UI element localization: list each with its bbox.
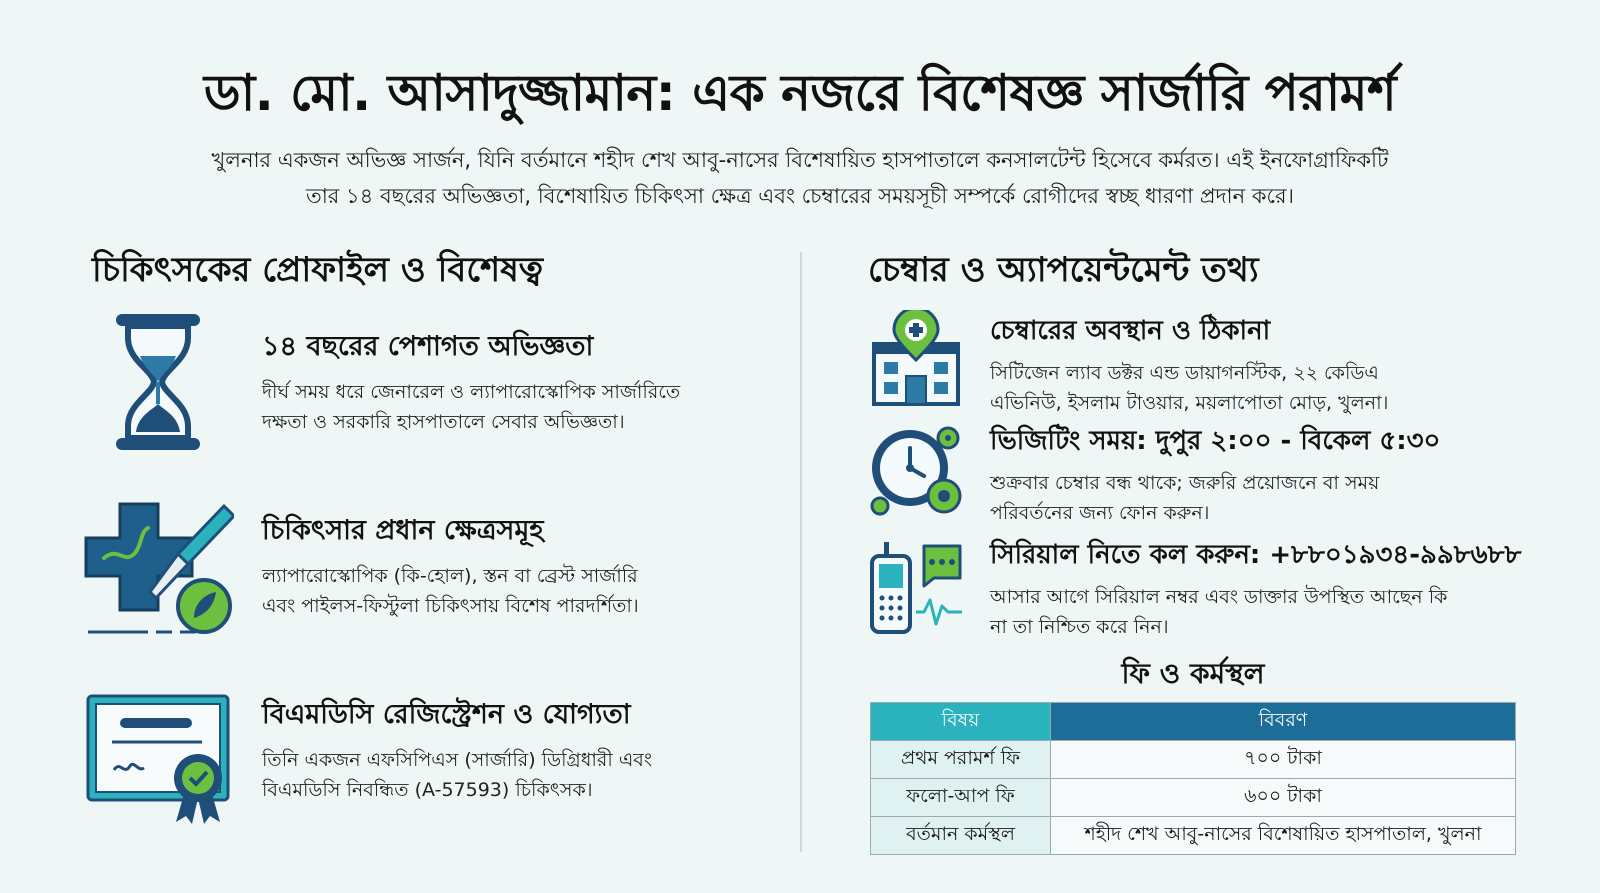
chamber-location-text-line-2: এভিনিউ, ইসলাম টাওয়ার, ময়লাপোতা মোড়, খুলনা। <box>990 392 1389 414</box>
bmdc-text-line-2: বিএমডিসি নিবন্ধিত (A-57593) চিকিৎসক। <box>262 779 593 801</box>
serial-call-item <box>990 534 1550 642</box>
column-divider <box>800 252 802 852</box>
experience-text-line-1: দীর্ঘ সময় ধরে জেনারেল ও ল্যাপারোস্কোপিক সার্জারিতে <box>262 381 681 403</box>
hourglass-icon <box>108 312 208 452</box>
serial-call-text <box>990 582 1550 642</box>
fee-row-subject: বর্তমান কর্মস্থল <box>871 817 1051 855</box>
fee-table-header-row <box>871 703 1516 741</box>
hospital-location-icon <box>870 310 962 406</box>
experience-item <box>262 326 762 437</box>
table-row <box>871 817 1516 855</box>
table-row <box>871 741 1516 779</box>
phone-chat-icon <box>868 540 964 636</box>
visiting-hours-text <box>990 468 1550 528</box>
treatment-areas-text <box>262 561 762 621</box>
chamber-location-text <box>990 358 1550 418</box>
visiting-hours-text-line-2: পরিবর্তনের জন্য ফোন করুন। <box>990 502 1210 524</box>
experience-text-line-2: দক্ষতা ও সরকারি হাসপাতালে সেবার অভিজ্ঞতা। <box>262 411 625 433</box>
bmdc-text <box>262 745 762 805</box>
table-row <box>871 779 1516 817</box>
bmdc-item <box>262 694 762 805</box>
fee-row-detail: ৬০০ টাকা <box>1051 779 1516 817</box>
certificate-icon <box>86 694 236 826</box>
fee-table <box>870 702 1516 855</box>
chamber-location-heading: চেম্বারের অবস্থান ও ঠিকানা <box>990 316 1271 346</box>
experience-heading: ১৪ বছরের পেশাগত অভিজ্ঞতা <box>262 331 594 362</box>
fee-row-detail: শহীদ শেখ আবু-নাসের বিশেষায়িত হাসপাতাল, খুলনা <box>1051 817 1516 855</box>
treatment-areas-item <box>262 510 762 621</box>
bmdc-text-line-1: তিনি একজন এফসিপিএস (সার্জারি) ডিগ্রিধারী এবং <box>262 749 653 771</box>
serial-call-text-line-1: আসার আগে সিরিয়াল নম্বর এবং ডাক্তার উপস্থিত আছেন কি <box>990 586 1448 608</box>
treatment-areas-text-line-1: ল্যাপারোস্কোপিক (কি-হোল), স্তন বা ব্রেস্ট সার্জারি <box>262 565 638 587</box>
treatment-areas-text-line-2: এবং পাইলস-ফিস্টুলা চিকিৎসায় বিশেষ পারদর্শিতা। <box>262 595 639 617</box>
fee-row-subject: ফলো-আপ ফি <box>871 779 1051 817</box>
profile-section-title: চিকিৎসকের প্রোফাইল ও বিশেষত্ব <box>92 250 544 290</box>
fee-header-detail: বিবরণ <box>1051 703 1516 741</box>
page-title: ডা. মো. আসাদুজ্জামান: এক নজরে বিশেষজ্ঞ সার্জারি পরামর্শ <box>203 64 1397 122</box>
chamber-location-text-line-1: সিটিজেন ল্যাব ডক্টর এন্ড ডায়াগনস্টিক, ২২ কেডিএ <box>990 362 1379 384</box>
clock-gears-icon <box>868 424 964 516</box>
fee-section-title: ফি ও কর্মস্থল <box>1121 657 1265 690</box>
chamber-section-title: চেম্বার ও অ্যাপয়েন্টমেন্ট তথ্য <box>868 250 1259 290</box>
page-subtitle <box>80 142 1520 214</box>
chamber-location-item <box>990 310 1550 418</box>
serial-call-heading: সিরিয়াল নিতে কল করুন: +৮৮০১৯৩৪-৯৯৮৬৮৮ <box>990 540 1522 570</box>
visiting-hours-item <box>990 420 1550 528</box>
fee-row-subject: প্রথম পরামর্শ ফি <box>871 741 1051 779</box>
visiting-hours-text-line-1: শুক্রবার চেম্বার বন্ধ থাকে; জরুরি প্রয়োজনে বা সময় <box>990 472 1380 494</box>
serial-call-text-line-2: না তা নিশ্চিত করে নিন। <box>990 616 1169 638</box>
subtitle-line-2: তার ১৪ বছরের অভিজ্ঞতা, বিশেষায়িত চিকিৎসা ক্ষেত্র এবং চেম্বারের সময়সূচী সম্পর্কে রোগীদের স্বচ্ছ ধারণা প্রদান করে। <box>305 184 1295 208</box>
medical-cross-scalpel-icon <box>84 502 234 640</box>
fee-header-subject: বিষয় <box>871 703 1051 741</box>
experience-text <box>262 377 762 437</box>
fee-row-detail: ৭০০ টাকা <box>1051 741 1516 779</box>
visiting-hours-heading: ভিজিটিং সময়: দুপুর ২:০০ - বিকেল ৫:৩০ <box>990 426 1441 456</box>
treatment-areas-heading: চিকিৎসার প্রধান ক্ষেত্রসমূহ <box>262 515 544 546</box>
bmdc-heading: বিএমডিসি রেজিস্ট্রেশন ও যোগ্যতা <box>262 699 631 730</box>
subtitle-line-1: খুলনার একজন অভিজ্ঞ সার্জন, যিনি বর্তমানে শহীদ শেখ আবু-নাসের বিশেষায়িত হাসপাতালে কনসালটেন্ট হিসেবে কর্মরত। এই ইনফোগ্রাফিকটি <box>211 148 1389 172</box>
